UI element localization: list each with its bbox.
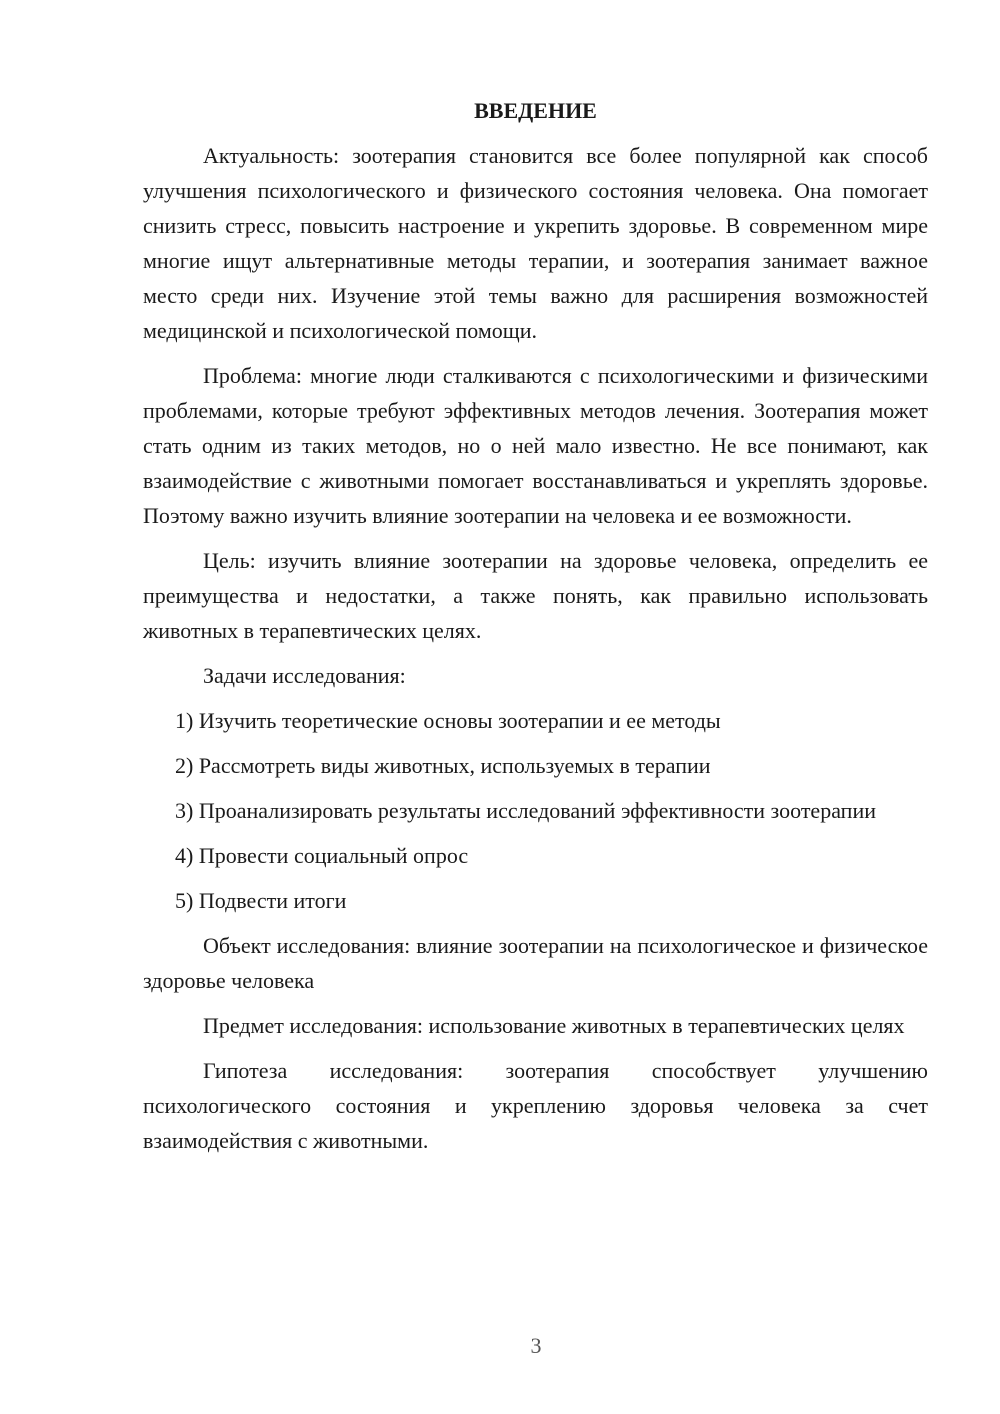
- problem-paragraph: Проблема: многие люди сталкиваются с психологическими и физическими проблемами, которые требуют эффективных методов лечения. Зоотерапия может стать одним из таких методов, но о ней мало известно. Не все понимают, как взаимодействие с животными помогает восстанавливаться и укреплять здоровье. Поэтому важно изучить влияние зоотерапии на человека и ее возможности.: [143, 363, 928, 528]
- task-item: 1) Изучить теоретические основы зоотерапии и ее методы: [175, 708, 721, 733]
- page-title: ВВЕДЕНИЕ: [474, 98, 597, 123]
- page-number: 3: [530, 1333, 542, 1358]
- relevance-paragraph: Актуальность: зоотерапия становится все более популярной как способ улучшения психологического и физического состояния человека. Она помогает снизить стресс, повысить настроение и укрепить здоровье. В современном мире многие ищут альтернативные методы терапии, и зоотерапия занимает важное место среди них. Изучение этой темы важно для расширения возможностей медицинской и психологической помощи.: [143, 143, 928, 343]
- page-content: [143, 96, 928, 1168]
- subject-paragraph: Предмет исследования: использование животных в терапевтических целях: [203, 1013, 905, 1038]
- tasks-heading: Задачи исследования:: [203, 663, 406, 688]
- task-item: 5) Подвести итоги: [175, 888, 347, 913]
- task-item: 3) Проанализировать результаты исследований эффективности зоотерапии: [175, 798, 876, 823]
- task-item: 4) Провести социальный опрос: [175, 843, 469, 868]
- task-item: 2) Рассмотреть виды животных, используемых в терапии: [175, 753, 711, 778]
- hypothesis-paragraph: Гипотеза исследования: зоотерапия способствует улучшению психологического состояния и укреплению здоровья человека за счет взаимодействия с животными.: [143, 1058, 928, 1153]
- object-paragraph: Объект исследования: влияние зоотерапии на психологическое и физическое здоровье человека: [143, 933, 928, 993]
- goal-paragraph: Цель: изучить влияние зоотерапии на здоровье человека, определить ее преимущества и недостатки, а также понять, как правильно использовать животных в терапевтических целях.: [143, 548, 928, 643]
